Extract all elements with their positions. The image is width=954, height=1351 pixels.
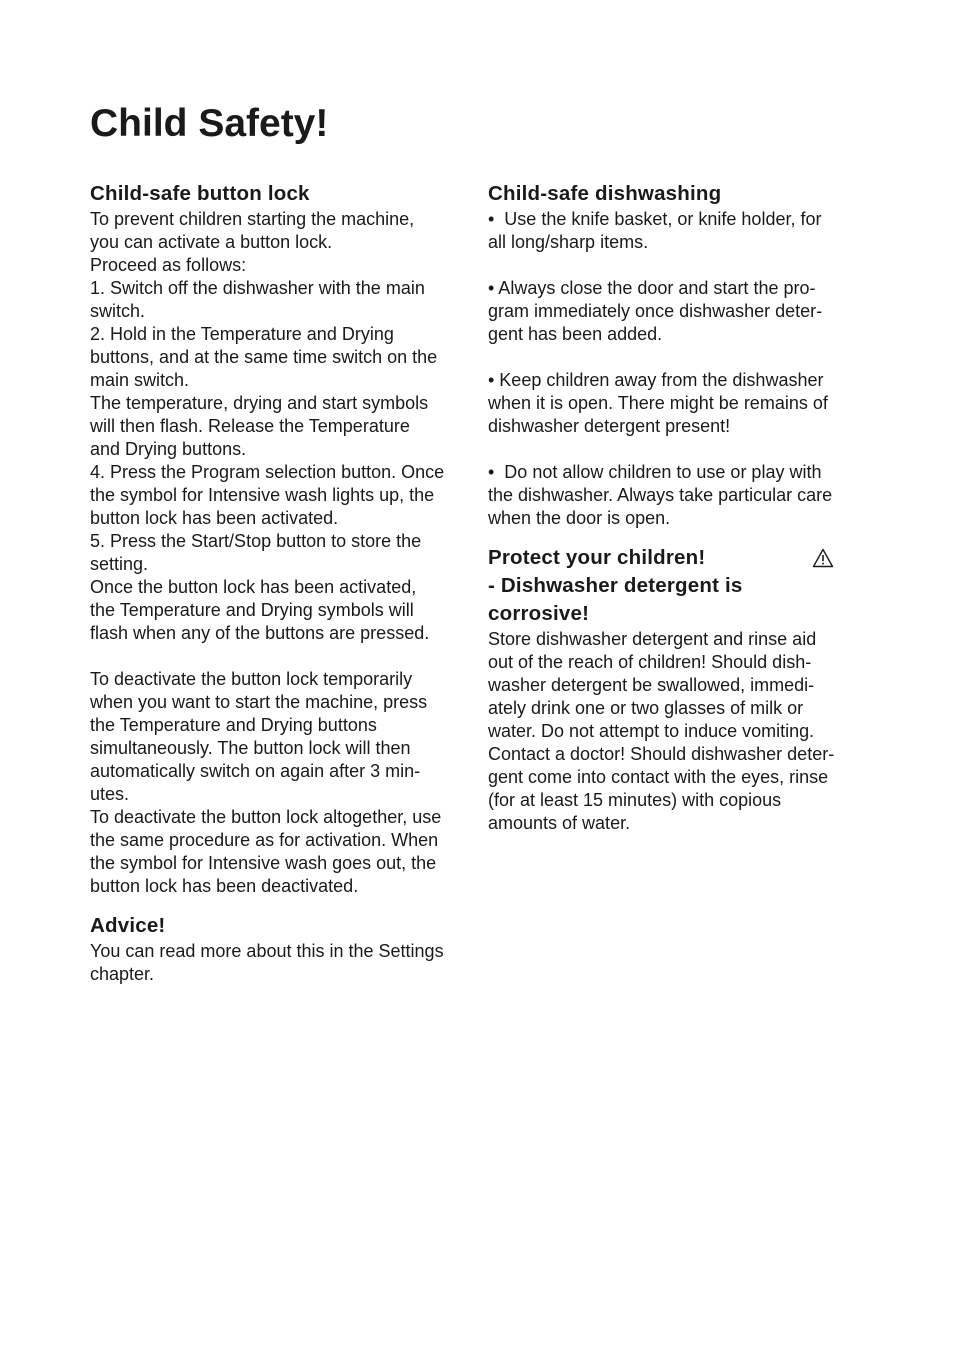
text-line: automatically switch on again after 3 min- [90, 761, 421, 781]
bullet-no-play [488, 461, 862, 530]
protect-heading-line: Protect your children! [488, 546, 706, 569]
text-line: will then flash. Release the Temperature [90, 416, 410, 436]
text-line: Store dishwasher detergent and rinse aid [488, 629, 817, 649]
text-line: 4. Press the Program selection button. Once [90, 462, 445, 482]
text-line: simultaneously. The button lock will then [90, 738, 411, 758]
text-line: To prevent children starting the machine, [90, 209, 415, 229]
text-line: 1. Switch off the dishwasher with the main [90, 278, 425, 298]
text-line: button lock has been activated. [90, 508, 339, 528]
button-lock-text [90, 208, 468, 645]
text-line: main switch. [90, 370, 190, 390]
text-line: The temperature, drying and start symbols [90, 393, 429, 413]
bullet-close-door [488, 277, 862, 346]
text-line: the Temperature and Drying symbols will [90, 600, 414, 620]
text-line: Once the button lock has been activated, [90, 577, 417, 597]
text-line: setting. [90, 554, 149, 574]
warning-triangle-icon [812, 548, 834, 568]
text-line: and Drying buttons. [90, 439, 247, 459]
bullet-keep-children-away [488, 369, 862, 438]
text-line: the same procedure as for activation. When [90, 830, 439, 850]
text-line: gram immediately once dishwasher deter- [488, 301, 823, 321]
text-line: Proceed as follows: [90, 255, 247, 275]
text-line: utes. [90, 784, 130, 804]
paragraph-gap [488, 346, 862, 369]
dishwashing-heading: Child-safe dishwashing [488, 182, 722, 205]
protect-heading-line: - Dishwasher detergent is [488, 574, 743, 597]
text-line: • Use the knife basket, or knife holder, for [488, 209, 822, 229]
button-lock-heading: Child-safe button lock [90, 182, 310, 205]
text-line: the Temperature and Drying buttons [90, 715, 377, 735]
text-line: (for at least 15 minutes) with copious [488, 790, 782, 810]
text-line: chapter. [90, 964, 155, 984]
text-line: dishwasher detergent present! [488, 416, 731, 436]
text-line: • Keep children away from the dishwasher [488, 370, 824, 390]
right-column [488, 180, 862, 835]
text-line: flash when any of the buttons are pressed. [90, 623, 430, 643]
text-line: ately drink one or two glasses of milk or [488, 698, 804, 718]
text-line: out of the reach of children! Should dish- [488, 652, 812, 672]
text-line: the dishwasher. Always take particular care [488, 485, 833, 505]
paragraph-gap [488, 254, 862, 277]
text-line: when you want to start the machine, press [90, 692, 428, 712]
text-line: the symbol for Intensive wash lights up, the [90, 485, 435, 505]
text-line: Contact a doctor! Should dishwasher deter- [488, 744, 835, 764]
left-column [90, 180, 468, 986]
text-line: all long/sharp items. [488, 232, 649, 252]
text-line: amounts of water. [488, 813, 631, 833]
protect-heading-line: corrosive! [488, 602, 590, 625]
text-line: gent come into contact with the eyes, rinse [488, 767, 829, 787]
text-line: • Always close the door and start the pro- [488, 278, 816, 298]
bullet-knife-basket [488, 208, 862, 254]
text-line: You can read more about this in the Settings [90, 941, 444, 961]
section-gap [488, 530, 862, 544]
protect-text [488, 628, 862, 835]
section-gap [90, 898, 468, 912]
text-line: washer detergent be swallowed, immedi- [488, 675, 815, 695]
text-line: • Do not allow children to use or play with [488, 462, 822, 482]
text-line: buttons, and at the same time switch on the [90, 347, 438, 367]
text-line: To deactivate the button lock temporarily [90, 669, 413, 689]
text-line: button lock has been deactivated. [90, 876, 359, 896]
text-line: water. Do not attempt to induce vomiting. [488, 721, 815, 741]
protect-heading [488, 544, 862, 628]
deactivate-text [90, 668, 468, 898]
text-line: switch. [90, 301, 146, 321]
text-line: gent has been added. [488, 324, 663, 344]
paragraph-gap [90, 645, 468, 668]
text-line: To deactivate the button lock altogether, use [90, 807, 442, 827]
text-line: when it is open. There might be remains of [488, 393, 828, 413]
text-line: you can activate a button lock. [90, 232, 333, 252]
advice-heading: Advice! [90, 914, 166, 937]
advice-text [90, 940, 468, 986]
paragraph-gap [488, 438, 862, 461]
text-line: 5. Press the Start/Stop button to store the [90, 531, 422, 551]
page-title: Child Safety! [90, 102, 329, 145]
text-line: when the door is open. [488, 508, 671, 528]
text-line: 2. Hold in the Temperature and Drying [90, 324, 394, 344]
text-line: the symbol for Intensive wash goes out, the [90, 853, 437, 873]
